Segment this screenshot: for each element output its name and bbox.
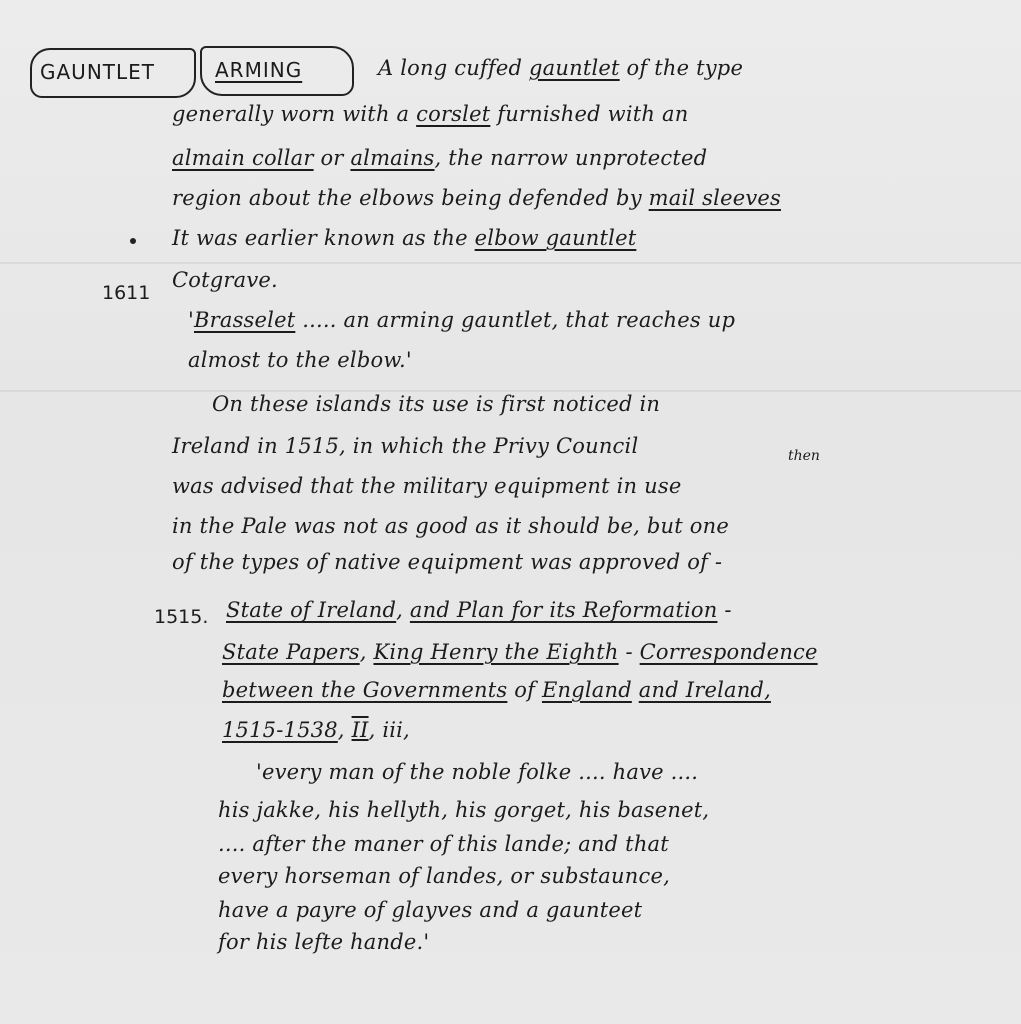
reference-line-4: 1515-1538, II, iii, [222, 718, 410, 742]
subword: ARMING [215, 58, 303, 82]
definition-line-2: generally worn with a corslet furnished with an [172, 102, 689, 126]
quote-1515-line-3: .... after the maner of this lande; and that [218, 832, 669, 856]
paragraph-line-4: in the Pale was not as good as it should be, but one [172, 514, 729, 538]
definition-line-4: region about the elbows being defended by mail sleeves [172, 186, 781, 210]
ink-dot [130, 238, 136, 244]
margin-year-1515: 1515. [154, 606, 209, 628]
definition-line-1: A long cuffed gauntlet of the type [378, 56, 744, 80]
reference-line-2: State Papers, King Henry the Eighth - Correspondence [222, 640, 818, 664]
paragraph-line-3: was advised that the military equipment in use [172, 474, 682, 498]
quote-1515-line-2: his jakke, his hellyth, his gorget, his basenet, [218, 798, 710, 822]
paragraph-line-2: Ireland in 1515, in which the Privy Council [172, 434, 639, 458]
reference-line-1: State of Ireland, and Plan for its Reformation - [226, 598, 732, 622]
paragraph-line-1: On these islands its use is first noticed in [212, 392, 661, 416]
quote-1611-line-1: 'Brasselet ..... an arming gauntlet, that reaches up [188, 308, 736, 332]
quote-1515-line-5: have a payre of glayves and a gaunteet [218, 898, 643, 922]
quote-1515-line-6: for his lefte hande.' [218, 930, 430, 954]
paragraph-line-5: of the types of native equipment was approved of - [172, 550, 723, 574]
quote-1515-line-4: every horseman of landes, or substaunce, [218, 864, 670, 888]
paper-fold-line [0, 262, 1021, 264]
inserted-word: then [788, 448, 820, 464]
quote-1611-line-2: almost to the elbow.' [188, 348, 412, 372]
definition-line-3: almain collar or almains, the narrow unprotected [172, 146, 708, 170]
source-cotgrave: Cotgrave. [172, 268, 278, 292]
margin-year-1611: 1611 [102, 282, 151, 304]
quote-1515-line-1: 'every man of the noble folke .... have .... [256, 760, 699, 784]
headword: GAUNTLET [40, 60, 155, 84]
definition-line-5: It was earlier known as the elbow gauntlet [172, 226, 637, 250]
reference-line-3: between the Governments of England and Ireland, [222, 678, 771, 702]
